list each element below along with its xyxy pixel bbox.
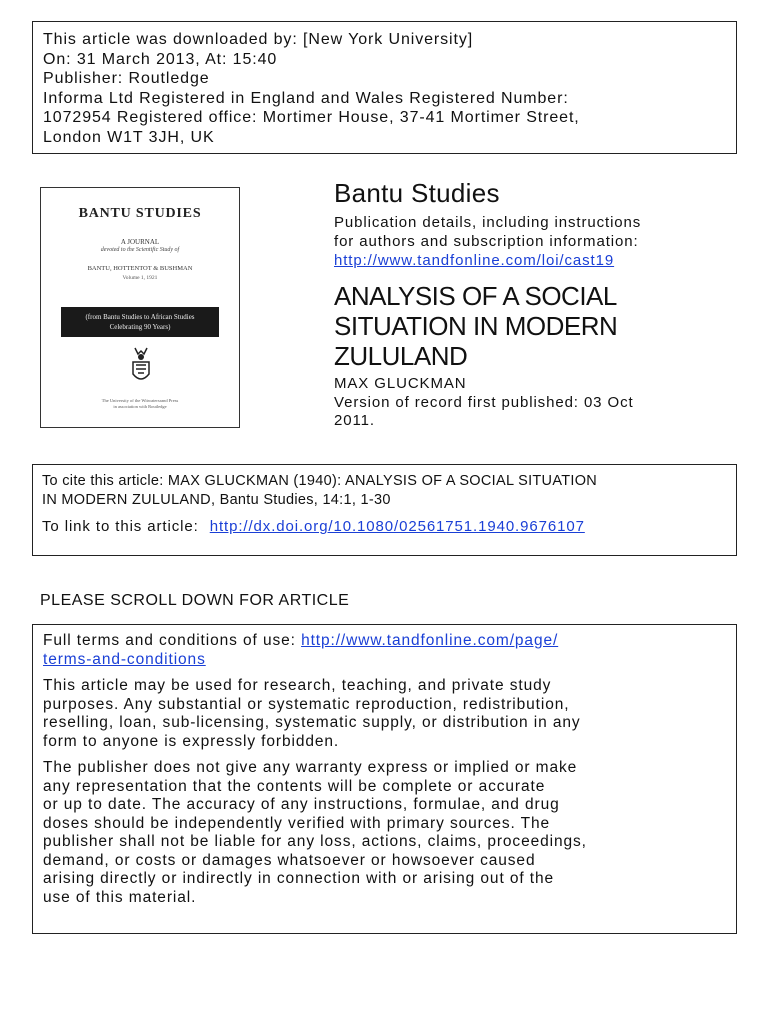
citation-text: IN MODERN ZULULAND, Bantu Studies, 14:1, 1-30	[42, 491, 391, 508]
journal-title: Bantu Studies	[334, 178, 500, 208]
paragraph-line: any representation that the contents will be complete or accurate	[43, 777, 546, 795]
article-title-line: ANALYSIS OF A SOCIAL	[334, 281, 617, 311]
cover-footer-text: The University of the Witwatersrand Press	[101, 398, 179, 403]
terms-link[interactable]: http://www.tandfonline.com/page/	[301, 632, 559, 649]
paragraph-line: arising directly or indirectly in connection with or arising out of the	[43, 870, 555, 887]
disclaimer-paragraph	[43, 759, 726, 907]
author-name: MAX GLUCKMAN	[334, 375, 467, 392]
crest-icon	[129, 346, 153, 386]
terms-intro-text: Full terms and conditions of use:	[43, 632, 296, 649]
citation-text: To cite this article: MAX GLUCKMAN (1940): ANALYSIS OF A SOCIAL SITUATION	[42, 473, 598, 489]
article-title	[334, 281, 617, 371]
download-line: This article was downloaded by: [New York University]	[43, 31, 474, 48]
registration-line: Informa Ltd Registered in England and Wales Registered Number:	[43, 89, 569, 107]
scroll-down-note: PLEASE SCROLL DOWN FOR ARTICLE	[40, 592, 350, 609]
paragraph-line: publisher shall not be liable for any loss, actions, claims, proceedings,	[43, 833, 587, 850]
cover-subtitle: BANTU, HOTTENTOT & BUSHMAN	[87, 265, 193, 272]
paragraph-line: This article may be used for research, teaching, and private study	[43, 677, 552, 694]
article-title-line: SITUATION IN MODERN	[334, 311, 618, 341]
doi-link[interactable]: http://dx.doi.org/10.1080/02561751.1940.9676107	[209, 518, 585, 535]
article-title-line: ZULULAND	[334, 341, 468, 371]
paragraph-line: demand, or costs or damages whatsoever or howsoever caused	[43, 851, 536, 869]
cover-band-text: (from Bantu Studies to African Studies	[85, 313, 195, 321]
version-line: 2011.	[334, 412, 375, 429]
download-date-line: On: 31 March 2013, At: 15:40	[43, 50, 278, 68]
paragraph-line: doses should be independently verified with primary sources. The	[43, 814, 551, 832]
paragraph-line: form to anyone is expressly forbidden.	[43, 732, 340, 750]
citation-box	[32, 464, 737, 556]
journal-cover-image	[40, 187, 240, 428]
address-line: London W1T 3JH, UK	[43, 128, 215, 146]
cover-footer	[41, 398, 239, 410]
usage-paragraph	[43, 677, 726, 751]
paragraph-line: use of this material.	[43, 888, 197, 906]
cover-title: BANTU STUDIES	[78, 206, 202, 221]
journal-link[interactable]: http://www.tandfonline.com/loi/cast19	[334, 252, 615, 269]
paragraph-line: The publisher does not give any warranty express or implied or make	[43, 759, 578, 776]
publisher-line: Publisher: Routledge	[43, 70, 210, 87]
article-link-row	[42, 518, 727, 537]
cover-footer-text: in association with Routledge	[113, 404, 167, 409]
version-line: Version of record first published: 03 Oct	[334, 393, 634, 411]
registered-office-line: 1072954 Registered office: Mortimer House, 37-41 Mortimer Street,	[43, 109, 580, 126]
cover-subtitle: A JOURNAL	[120, 238, 160, 246]
terms-box	[32, 624, 737, 934]
publication-details-text: Publication details, including instructions	[334, 214, 642, 231]
terms-link[interactable]: terms-and-conditions	[43, 650, 206, 668]
cover-band	[61, 307, 219, 337]
download-info-box	[32, 21, 737, 154]
paragraph-line: purposes. Any substantial or systematic reproduction, redistribution,	[43, 695, 570, 713]
cover-subtitle: devoted to the Scientific Study of	[100, 247, 180, 253]
cover-band-text: Celebrating 90 Years)	[109, 323, 171, 331]
publication-details-text: for authors and subscription information:	[334, 233, 639, 250]
article-link-label: To link to this article:	[42, 518, 199, 535]
author-info	[334, 375, 634, 431]
terms-intro	[43, 632, 726, 669]
publication-details	[334, 213, 641, 270]
paragraph-line: or up to date. The accuracy of any instructions, formulae, and drug	[43, 796, 560, 813]
cover-volume: Volume 1, 1921	[122, 275, 158, 281]
paragraph-line: reselling, loan, sub-licensing, systematic supply, or distribution in any	[43, 714, 581, 731]
